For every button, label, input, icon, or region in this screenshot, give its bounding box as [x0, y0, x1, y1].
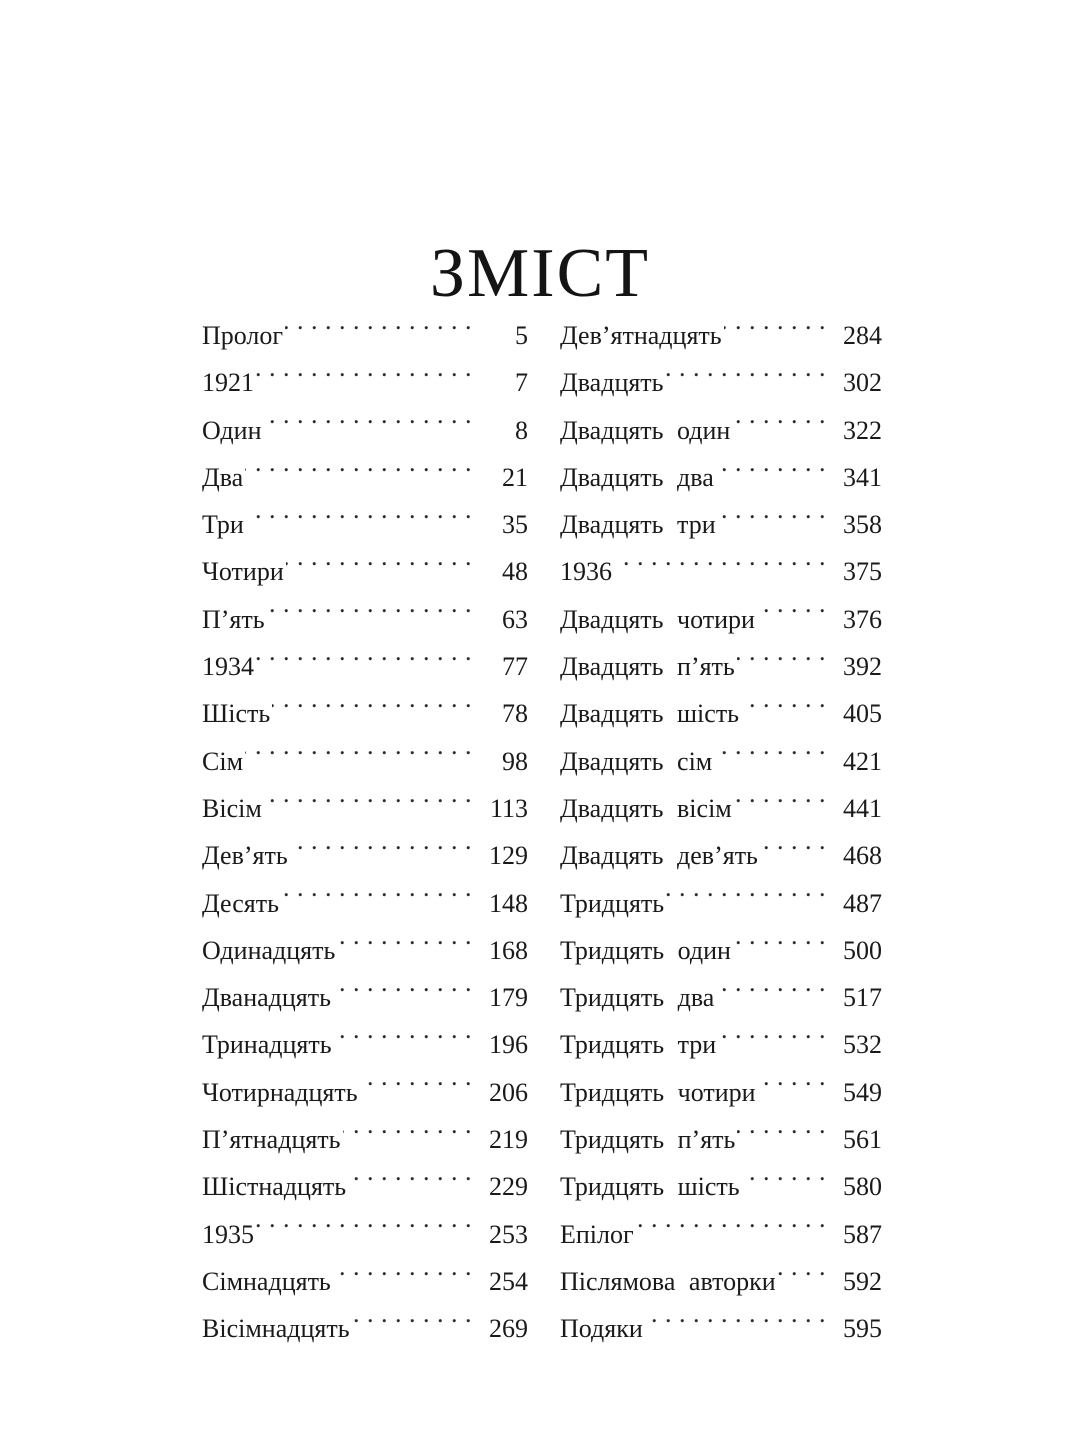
toc-entry-page-number: 487 — [843, 888, 882, 918]
toc-entry-page-number: 179 — [489, 983, 528, 1013]
toc-entry[interactable] — [560, 1163, 882, 1210]
toc-entry[interactable] — [202, 832, 528, 879]
toc-dot-leader — [334, 1027, 472, 1053]
toc-entry[interactable] — [560, 1305, 882, 1352]
toc-entry-page-number: 168 — [489, 935, 528, 965]
toc-entry[interactable] — [560, 548, 882, 595]
toc-columns — [0, 312, 1080, 1353]
toc-dot-leader — [256, 649, 472, 675]
toc-entry-page-number: 592 — [843, 1266, 882, 1296]
toc-entry-page-number: 587 — [843, 1219, 882, 1249]
toc-entry-label: Тридцять три — [560, 1030, 717, 1060]
toc-dot-leader — [760, 838, 826, 864]
toc-dot-leader — [285, 318, 472, 344]
toc-entry[interactable] — [202, 974, 528, 1021]
toc-entry-label: 1921 — [202, 368, 254, 398]
toc-entry[interactable] — [202, 927, 528, 974]
toc-entry-label: Три — [202, 510, 244, 540]
toc-entry[interactable] — [202, 1305, 528, 1352]
toc-entry-page-number: 21 — [502, 462, 528, 492]
toc-entry-page-number: 392 — [843, 652, 882, 682]
toc-entry-page-number: 113 — [489, 793, 528, 823]
toc-entry[interactable] — [202, 312, 528, 359]
toc-entry-page-number: 63 — [502, 604, 528, 634]
toc-entry-label: Двадцять чотири — [560, 604, 755, 634]
toc-column-left — [202, 312, 528, 1353]
toc-entry-page-number: 253 — [489, 1219, 528, 1249]
toc-entry-label: П’ять — [202, 604, 265, 634]
toc-entry[interactable] — [202, 1021, 528, 1068]
toc-entry-label: Дванадцять — [202, 983, 331, 1013]
toc-dot-leader — [281, 886, 472, 912]
toc-entry-page-number: 302 — [843, 368, 882, 398]
toc-entry-page-number: 441 — [843, 793, 882, 823]
toc-dot-leader — [337, 933, 472, 959]
toc-entry[interactable] — [560, 501, 882, 548]
toc-entry-page-number: 78 — [502, 699, 528, 729]
toc-entry[interactable] — [202, 1258, 528, 1305]
toc-entry[interactable] — [202, 785, 528, 832]
toc-dot-leader — [246, 507, 472, 533]
toc-entry-page-number: 48 — [502, 557, 528, 587]
toc-entry-label: Двадцять шість — [560, 699, 740, 729]
toc-entry-label: Вісім — [202, 793, 262, 823]
toc-entry-label: Чотирнадцять — [202, 1077, 358, 1107]
toc-entry[interactable] — [202, 359, 528, 406]
toc-dot-leader — [264, 791, 472, 817]
toc-dot-leader — [343, 1122, 472, 1148]
toc-entry-label: Тридцять — [560, 888, 665, 918]
toc-dot-leader — [286, 554, 472, 580]
toc-entry-label: Сімнадцять — [202, 1266, 331, 1296]
toc-entry-page-number: 35 — [502, 510, 528, 540]
toc-entry-page-number: 322 — [843, 415, 882, 445]
toc-entry[interactable] — [202, 1211, 528, 1258]
toc-entry-page-number: 517 — [843, 983, 882, 1013]
toc-entry-page-number: 98 — [502, 746, 528, 776]
toc-dot-leader — [742, 1169, 826, 1195]
toc-dot-leader — [666, 365, 826, 391]
toc-entry[interactable] — [560, 690, 882, 737]
toc-dot-leader — [733, 933, 826, 959]
toc-entry-label: Тридцять чотири — [560, 1077, 756, 1107]
toc-entry-label: Десять — [202, 888, 279, 918]
toc-dot-leader — [666, 886, 826, 912]
page-title: ЗМІСТ — [429, 234, 651, 312]
toc-entry[interactable] — [202, 690, 528, 737]
toc-entry[interactable] — [202, 1116, 528, 1163]
toc-column-right — [560, 312, 882, 1353]
toc-entry-label: Післямова авторки — [560, 1266, 776, 1296]
toc-entry-page-number: 229 — [489, 1172, 528, 1202]
toc-entry-label: Тридцять шість — [560, 1172, 740, 1202]
toc-entry-label: Тридцять два — [560, 983, 715, 1013]
toc-entry-page-number: 254 — [489, 1266, 528, 1296]
toc-entry-label: Пролог — [202, 321, 284, 350]
toc-entry[interactable] — [202, 501, 528, 548]
toc-dot-leader — [333, 1264, 472, 1290]
toc-entry-label: Тринадцять — [202, 1030, 332, 1060]
toc-entry[interactable] — [202, 643, 528, 690]
toc-entry[interactable] — [202, 596, 528, 643]
toc-entry-page-number: 77 — [502, 652, 528, 682]
toc-entry-label: 1935 — [202, 1219, 254, 1249]
toc-entry-label: Двадцять один — [560, 415, 731, 445]
toc-entry-label: Двадцять сім — [560, 746, 713, 776]
toc-dot-leader — [614, 554, 826, 580]
toc-entry-label: Дев’ять — [202, 841, 288, 871]
toc-dot-leader — [264, 413, 473, 439]
toc-dot-leader — [645, 1311, 826, 1337]
toc-entry-label: Одинадцять — [202, 935, 336, 965]
toc-entry-label: Двадцять — [560, 368, 664, 398]
toc-entry-page-number: 284 — [843, 321, 882, 350]
toc-dot-leader — [718, 1027, 826, 1053]
toc-entry-page-number: 358 — [843, 510, 882, 540]
toc-entry[interactable] — [560, 359, 882, 406]
toc-entry-label: Епілог — [560, 1219, 634, 1249]
toc-entry-page-number: 532 — [843, 1030, 882, 1060]
toc-entry-label: Двадцять дев’ять — [560, 841, 758, 871]
toc-entry[interactable] — [560, 1021, 882, 1068]
toc-entry[interactable] — [202, 407, 528, 454]
toc-entry-page-number: 8 — [515, 415, 528, 445]
toc-entry[interactable] — [560, 596, 882, 643]
toc-entry-page-number: 341 — [843, 462, 882, 492]
toc-entry-page-number: 595 — [843, 1314, 882, 1344]
toc-entry-page-number: 375 — [843, 557, 882, 587]
toc-dot-leader — [348, 1169, 472, 1195]
toc-entry-page-number: 269 — [489, 1314, 528, 1344]
toc-entry-label: Тридцять п’ять — [560, 1125, 736, 1155]
toc-entry[interactable] — [560, 785, 882, 832]
toc-entry-label: 1936 — [560, 557, 612, 587]
toc-dot-leader — [333, 980, 472, 1006]
toc-dot-leader — [718, 507, 826, 533]
toc-dot-leader — [256, 1217, 472, 1243]
toc-entry[interactable] — [560, 927, 882, 974]
toc-entry-label: Шістнадцять — [202, 1172, 347, 1202]
toc-entry-page-number: 500 — [843, 935, 882, 965]
toc-entry[interactable] — [202, 548, 528, 595]
toc-dot-leader — [636, 1217, 826, 1243]
toc-entry-label: Дев’ятнадцять — [560, 321, 722, 350]
toc-entry[interactable] — [560, 880, 882, 927]
toc-dot-leader — [716, 980, 826, 1006]
toc-dot-leader — [716, 460, 826, 486]
toc-entry[interactable] — [560, 738, 882, 785]
toc-entry[interactable] — [560, 1069, 882, 1116]
toc-entry[interactable] — [560, 1258, 882, 1305]
toc-dot-leader — [290, 838, 472, 864]
toc-entry[interactable] — [202, 738, 528, 785]
toc-entry-page-number: 549 — [843, 1077, 882, 1107]
toc-entry-label: Двадцять три — [560, 510, 716, 540]
toc-entry-page-number: 405 — [843, 699, 882, 729]
toc-entry-page-number: 129 — [489, 841, 528, 871]
toc-entry-label: 1934 — [202, 652, 254, 682]
toc-dot-leader — [737, 1122, 826, 1148]
toc-entry-label: Два — [202, 462, 244, 492]
toc-entry-page-number: 580 — [843, 1172, 882, 1202]
toc-dot-leader — [267, 602, 472, 628]
toc-dot-leader — [352, 1311, 472, 1337]
toc-entry-label: Двадцять п’ять — [560, 652, 735, 682]
toc-dot-leader — [714, 744, 826, 770]
toc-dot-leader — [758, 1075, 826, 1101]
toc-dot-leader — [741, 696, 826, 722]
toc-entry[interactable] — [202, 1163, 528, 1210]
toc-entry[interactable] — [560, 974, 882, 1021]
toc-entry-page-number: 421 — [843, 746, 882, 776]
toc-entry-label: Сім — [202, 746, 244, 776]
toc-dot-leader — [778, 1264, 826, 1290]
toc-dot-leader — [272, 696, 472, 722]
toc-entry[interactable] — [560, 407, 882, 454]
toc-entry[interactable] — [202, 880, 528, 927]
toc-dot-leader — [256, 365, 472, 391]
toc-dot-leader — [737, 649, 826, 675]
toc-dot-leader — [757, 602, 826, 628]
toc-entry-page-number: 468 — [843, 841, 882, 871]
toc-entry-label: П’ятнадцять — [202, 1125, 341, 1155]
toc-dot-leader — [245, 744, 472, 770]
toc-entry-label: Чотири — [202, 557, 284, 587]
toc-entry-page-number: 376 — [843, 604, 882, 634]
toc-entry-label: Двадцять вісім — [560, 793, 732, 823]
toc-entry-page-number: 148 — [489, 888, 528, 918]
toc-entry[interactable] — [560, 1211, 882, 1258]
toc-entry[interactable] — [560, 1116, 882, 1163]
toc-entry-page-number: 5 — [515, 321, 528, 350]
toc-entry[interactable] — [560, 312, 882, 359]
toc-entry[interactable] — [560, 643, 882, 690]
toc-entry-page-number: 7 — [515, 368, 528, 398]
toc-entry-label: Тридцять один — [560, 935, 731, 965]
toc-dot-leader — [360, 1075, 472, 1101]
toc-entry-label: Вісімнадцять — [202, 1314, 350, 1344]
toc-entry-label: Двадцять два — [560, 462, 714, 492]
toc-entry[interactable] — [560, 454, 882, 501]
toc-dot-leader — [734, 791, 826, 817]
toc-entry[interactable] — [202, 454, 528, 501]
toc-entry[interactable] — [560, 832, 882, 879]
toc-entry-page-number: 219 — [489, 1125, 528, 1155]
toc-entry-label: Шість — [202, 699, 271, 729]
toc-dot-leader — [724, 318, 826, 344]
toc-entry-page-number: 196 — [489, 1030, 528, 1060]
toc-dot-leader — [245, 460, 472, 486]
toc-entry-label: Один — [202, 415, 262, 445]
toc-dot-leader — [732, 413, 826, 439]
toc-entry-page-number: 206 — [489, 1077, 528, 1107]
toc-entry-page-number: 561 — [843, 1125, 882, 1155]
toc-entry[interactable] — [202, 1069, 528, 1116]
toc-entry-label: Подяки — [560, 1314, 643, 1344]
